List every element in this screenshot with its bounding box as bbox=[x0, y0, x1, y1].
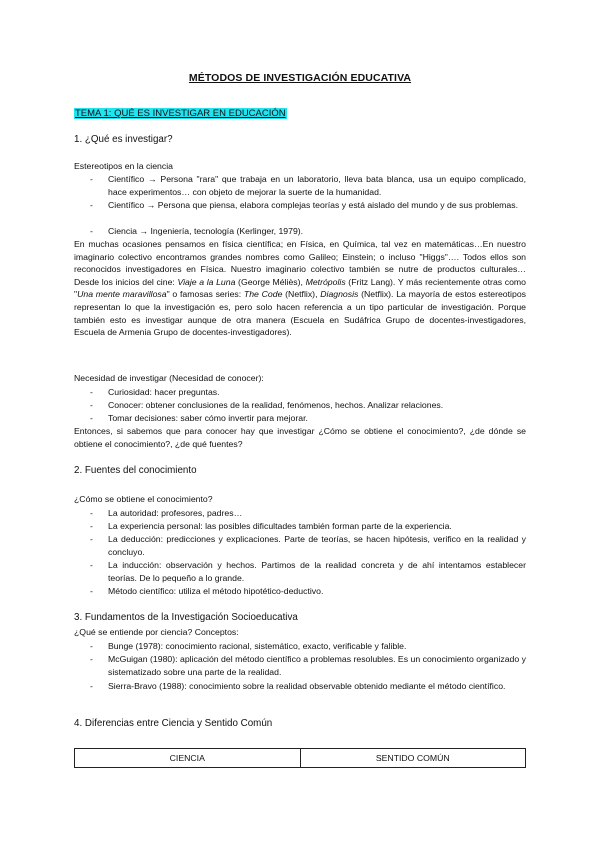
list-item: - McGuigan (1980): aplicación del método científico a problemas resolubles. Es un conocimiento organizado y sistematizado sobre una parte de la realidad. bbox=[90, 654, 526, 677]
list-item: - Ciencia → Ingeniería, tecnología (Kerlinger, 1979). bbox=[90, 226, 304, 236]
unit-heading: TEMA 1: QUÉ ES INVESTIGAR EN EDUCACIÓN bbox=[75, 108, 286, 119]
list-item: - La deducción: predicciones y explicaciones. Parte de teorías, se hacen hipótesis, verifico en la realidad y concluyo. bbox=[90, 534, 526, 557]
table-header-cell: SENTIDO COMÚN bbox=[300, 749, 526, 768]
list-item: - La inducción: observación y hechos. Partimos de la realidad concreta y de ahí intentamos establecer teorías. De lo pequeño a lo grande. bbox=[90, 560, 526, 583]
section-1-heading: 1. ¿Qué es investigar? bbox=[74, 134, 173, 145]
list-item: - Tomar decisiones: saber cómo invertir para mejorar. bbox=[90, 413, 308, 423]
document-title: MÉTODOS DE INVESTIGACIÓN EDUCATIVA bbox=[188, 72, 412, 84]
list-item: - Científico → Persona que piensa, elabora complejas teorías y está aislado del mundo y de sus problemas. bbox=[90, 200, 518, 210]
section-2-question: ¿Cómo se obtiene el conocimiento? bbox=[74, 494, 213, 504]
section-3-heading: 3. Fundamentos de la Investigación Socioeducativa bbox=[74, 612, 298, 623]
section-3-question: ¿Qué se entiende por ciencia? Conceptos: bbox=[74, 627, 239, 637]
stereotypes-label: Estereotipos en la ciencia bbox=[74, 161, 173, 171]
table-header-cell: CIENCIA bbox=[75, 749, 301, 768]
need-label: Necesidad de investigar (Necesidad de conocer): bbox=[74, 373, 264, 383]
comparison-table bbox=[74, 748, 526, 768]
list-item: - Bunge (1978): conocimiento racional, sistemático, exacto, verificable y falible. bbox=[90, 641, 407, 651]
list-item: - Científico → Persona "rara" que trabaja en un laboratorio, lleva bata blanca, usa un equipo complicado, hace experimentos… con objeto de mejorar la suerte de la humanidad. bbox=[90, 174, 526, 197]
list-item: - Curiosidad: hacer preguntas. bbox=[90, 387, 220, 397]
section-4-heading: 4. Diferencias entre Ciencia y Sentido Común bbox=[74, 718, 273, 729]
list-item: - Conocer: obtener conclusiones de la realidad, fenómenos, hechos. Analizar relaciones. bbox=[90, 400, 444, 410]
list-item: - Método científico: utiliza el método hipotético-deductivo. bbox=[90, 586, 324, 596]
list-item: - La autoridad: profesores, padres… bbox=[90, 508, 243, 518]
paragraph-questions: Entonces, si sabemos que para conocer hay que investigar ¿Cómo se obtiene el conocimiento?, ¿de dónde se obtiene el conocimiento?, ¿de qué fuentes? bbox=[74, 426, 526, 449]
list-item: - Sierra-Bravo (1988): conocimiento sobre la realidad observable obtenido mediante el método científico. bbox=[90, 681, 506, 691]
list-item: - La experiencia personal: las posibles dificultades también forman parte de la experiencia. bbox=[90, 521, 452, 531]
table-header-row bbox=[75, 749, 526, 768]
paragraph-imaginary: En muchas ocasiones pensamos en física científica; en Física, en Química, tal vez en matemáticas…En nuestro imaginario colectivo encontramos grandes nombres como Galileo; Einstein; o incluso "Higgs"…. Todos ellos son reconocidos investigadores en Física. Nuestro imaginario colectivo también se nutre de productos culturales… Desde los inicios del cine: Viaje a la Luna (George Méliès), Metrópolis (Fritz Lang). Y más recientemente otras como "Una mente maravillosa" o famosas series: The Code (Netflix), Diagnosis (Netflix). La mayoría de estos estereotipos representan lo que la investigación es, pero solo hacen referencia a un tipo particular de investigación. Porque también esto es investigar aunque de otra manera (Escuela en Sudáfrica Grupo de docentes-investigadores, Escuela de Armenia Grupo de docentes-investigadores). bbox=[74, 239, 526, 338]
section-2-heading: 2. Fuentes del conocimiento bbox=[74, 465, 197, 476]
